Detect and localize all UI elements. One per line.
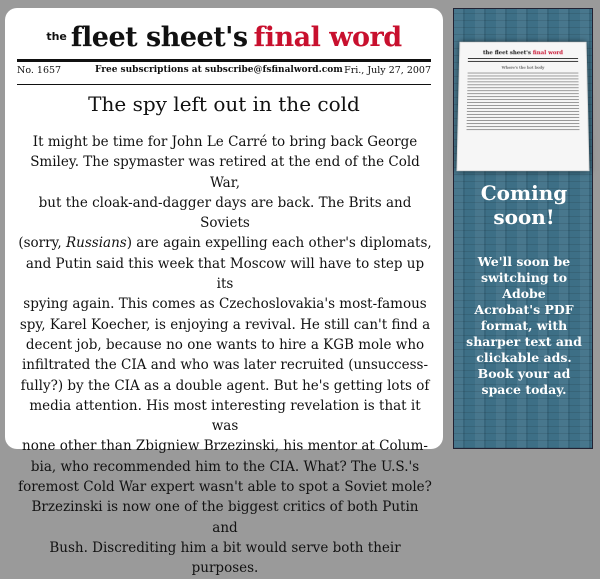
- masthead-name: fleet sheet's: [70, 22, 248, 53]
- body-line: It might be time for John Le Carré to bring back George: [32, 134, 418, 150]
- ad-message: [454, 254, 594, 398]
- thumbnail-masthead: [460, 50, 586, 56]
- newsletter-preview-thumbnail: [456, 42, 589, 171]
- body-line: media attention. His most interesting revelation is that it was: [29, 397, 421, 435]
- coming-line: Coming: [480, 181, 568, 205]
- body-line: Brzezinski is now one of the biggest critics of both Putin and: [31, 499, 419, 536]
- ad-panel[interactable]: [453, 8, 593, 449]
- masthead-rule: [17, 59, 431, 62]
- ad-line: space today.: [481, 382, 567, 397]
- masthead-the: the: [46, 30, 67, 43]
- body-line: Smiley. The spymaster was retired at the end of the Cold War,: [30, 154, 420, 191]
- issue-date: Fri., July 27, 2007: [344, 65, 431, 76]
- body-line: fully?) by the CIA as a double agent. But he's getting lots of: [20, 377, 430, 394]
- body-line-4-suffix: ): [126, 235, 132, 252]
- body-line: foremost Cold War expert wasn't able to spot a Soviet mole?: [18, 479, 432, 496]
- coming-soon-heading: [454, 181, 594, 229]
- body-line: but the cloak-and-dagger days are back. The Brits and Soviets: [38, 194, 412, 232]
- thumbnail-headline: Where's the hot body: [501, 64, 545, 70]
- newsletter-page: [5, 8, 443, 577]
- body-line-4: [17, 233, 433, 253]
- article-body: [17, 132, 433, 579]
- ad-line: Book your ad: [477, 366, 571, 381]
- article-headline: The spy left out in the cold: [88, 92, 360, 116]
- ad-line: clickable ads.: [476, 350, 572, 365]
- body-line: and Putin said this week that Moscow will have to step up its: [25, 255, 425, 293]
- body-line: decent job, because no one wants to hire a KGB mole who: [25, 336, 425, 353]
- thumbnail-masthead-name: the fleet sheet's: [482, 50, 531, 57]
- thumbnail-rule: [468, 58, 578, 59]
- thumbnail-text-lines: [467, 73, 580, 130]
- body-line-4-italic: Russians: [65, 235, 127, 252]
- ad-line: We'll soon be: [477, 254, 571, 269]
- body-line: infiltrated the CIA and who was later recruited (unsuccess-: [21, 357, 429, 374]
- issue-number: No. 1657: [17, 65, 62, 76]
- body-line: spy, Karel Koecher, is enjoying a revival. He still can't find a: [19, 316, 431, 333]
- thumbnail-rule: [468, 61, 578, 62]
- body-line: bia, who recommended him to the CIA. What? The U.S.'s: [30, 458, 420, 475]
- info-rule: [17, 84, 431, 85]
- ad-line: switching to: [480, 270, 568, 285]
- body-line-4-prefix: (sorry,: [18, 235, 66, 252]
- body-line: none other than Zbigniew Brzezinski, his mentor at Colum-: [22, 438, 428, 455]
- thumbnail-masthead-accent: final word: [532, 50, 564, 57]
- body-line: are again expelling each other's diplomats,: [136, 235, 432, 252]
- ad-line: Acrobat's PDF: [474, 302, 574, 317]
- masthead-name-accent: final word: [253, 22, 402, 53]
- ad-line: Adobe: [502, 286, 546, 301]
- body-line: spying again. This comes as Czechoslovakia's most-famous: [23, 296, 427, 313]
- info-bar: [17, 65, 431, 81]
- masthead: [5, 22, 443, 62]
- ad-line: format, with: [480, 318, 568, 333]
- coming-line: soon!: [493, 205, 555, 229]
- ad-line: sharper text and: [466, 334, 582, 349]
- subscription-link[interactable]: Free subscriptions at subscribe@fsfinalword.com: [95, 65, 343, 75]
- body-line: Bush. Discrediting him a bit would serve both their purposes.: [49, 539, 401, 577]
